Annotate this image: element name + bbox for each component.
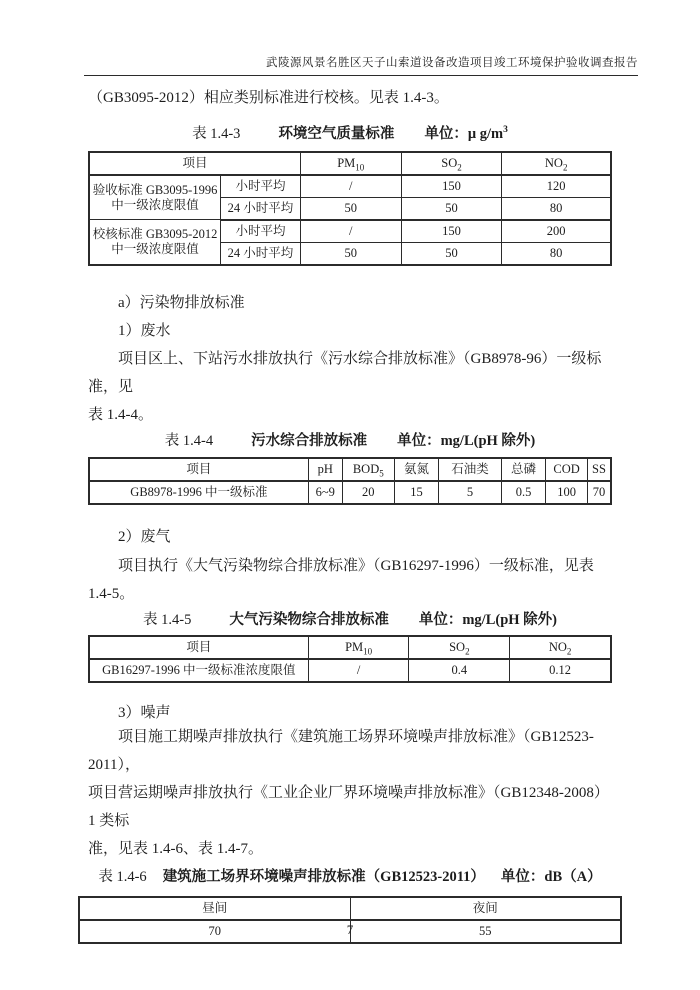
table-1-4-4-unit: 单位：mg/L(pH 除外) bbox=[397, 432, 536, 449]
table-1-4-3-title: 环境空气质量标准 bbox=[278, 125, 395, 142]
value-cell: / bbox=[300, 220, 401, 243]
header-nighttime: 夜间 bbox=[350, 897, 621, 920]
table-1-4-5-title: 大气污染物综合排放标准 bbox=[229, 611, 389, 628]
value-cell: 0.4 bbox=[409, 659, 510, 682]
intro-paragraph: （GB3095-2012）相应类别标准进行校核。见表 1.4-3。 bbox=[88, 90, 449, 106]
table-1-4-6-unit: 单位：dB（A） bbox=[500, 868, 602, 885]
group-label-check: 校核标准 GB3095-2012 中一级浓度限值 bbox=[89, 220, 221, 265]
section-1-heading: 1）废水 bbox=[118, 322, 171, 339]
value-cell: 6~9 bbox=[308, 481, 342, 504]
table-1-4-4-caption bbox=[88, 431, 612, 451]
header-bod5: $BOD_5$ bbox=[342, 458, 394, 481]
table-1-4-4-title: 污水综合排放标准 bbox=[251, 432, 368, 449]
exhaust-paragraph: 项目执行《大气污染物综合排放标准》（GB16297-1996）一级标准，见表 1.4-5。 bbox=[88, 557, 594, 602]
table-row bbox=[89, 659, 611, 682]
section-a-heading: a）污染物排放标准 bbox=[118, 294, 245, 311]
header-pm10: $PM_{10}$ bbox=[308, 636, 409, 659]
value-cell: 15 bbox=[394, 481, 438, 504]
value-cell: 150 bbox=[401, 175, 502, 198]
table-row bbox=[89, 220, 611, 243]
table-1-4-3-unit: 单位：μ $g/m^3$ bbox=[424, 125, 508, 142]
noise-paragraph: 项目施工期噪声排放执行《建筑施工场界环境噪声排放标准》（GB12523-2011）， 项目营运期噪声排放执行《工业企业厂界环境噪声排放标准》（GB12348-2008）1 类标 准，见表 1.4-6、表 1.4-7。 bbox=[88, 728, 609, 857]
table-air-pollutant-standard bbox=[88, 635, 612, 683]
row-label: GB8978-1996 中一级标准 bbox=[89, 481, 308, 504]
value-cell: 80 bbox=[502, 242, 611, 265]
value-cell: 20 bbox=[342, 481, 394, 504]
value-cell: / bbox=[308, 659, 409, 682]
section-3-heading: 3）噪声 bbox=[118, 704, 171, 721]
value-cell: 55 bbox=[350, 920, 621, 943]
value-cell: 0.12 bbox=[510, 659, 611, 682]
running-header-text: 武陵源风景名胜区天子山索道设备改造项目竣工环境保护验收调查报告 bbox=[266, 57, 638, 69]
page-number: 7 bbox=[346, 922, 354, 937]
value-cell: 70 bbox=[79, 920, 350, 943]
value-cell: 150 bbox=[401, 220, 502, 243]
header-cod: COD bbox=[546, 458, 588, 481]
table-row bbox=[79, 897, 621, 920]
page-content bbox=[88, 88, 612, 944]
section-2-heading: 2）废气 bbox=[118, 528, 171, 545]
group-label-acceptance: 验收标准 GB3095-1996 中一级浓度限值 bbox=[89, 175, 221, 220]
table-air-quality-standard bbox=[88, 151, 612, 266]
header-petroleum: 石油类 bbox=[439, 458, 502, 481]
value-cell: 100 bbox=[546, 481, 588, 504]
value-cell: 50 bbox=[300, 197, 401, 220]
table-row bbox=[89, 458, 611, 481]
header-item: 项目 bbox=[89, 636, 308, 659]
table-1-4-3-number: 表 1.4-3 bbox=[192, 125, 241, 142]
value-cell: 70 bbox=[587, 481, 611, 504]
header-no2: $NO_2$ bbox=[510, 636, 611, 659]
table-1-4-5-caption bbox=[88, 610, 612, 630]
value-cell: 0.5 bbox=[501, 481, 545, 504]
header-item: 项目 bbox=[89, 458, 308, 481]
row-label: GB16297-1996 中一级标准浓度限值 bbox=[89, 659, 308, 682]
period-cell: 小时平均 bbox=[221, 175, 301, 198]
table-1-4-6-title: 建筑施工场界环境噪声排放标准（GB12523-2011） bbox=[162, 868, 485, 885]
value-cell: 5 bbox=[439, 481, 502, 504]
header-item: 项目 bbox=[89, 152, 300, 175]
header-phosphorus: 总磷 bbox=[501, 458, 545, 481]
header-so2: $SO_2$ bbox=[409, 636, 510, 659]
table-row bbox=[89, 175, 611, 198]
table-row bbox=[89, 152, 611, 175]
value-cell: 120 bbox=[502, 175, 611, 198]
value-cell: / bbox=[300, 175, 401, 198]
value-cell: 200 bbox=[502, 220, 611, 243]
table-1-4-6-number: 表 1.4-6 bbox=[98, 868, 147, 885]
header-daytime: 昼间 bbox=[79, 897, 350, 920]
table-1-4-5-unit: 单位：mg/L(pH 除外) bbox=[418, 611, 557, 628]
period-cell: 24 小时平均 bbox=[221, 197, 301, 220]
header-pm10: $PM_{10}$ bbox=[300, 152, 401, 175]
value-cell: 50 bbox=[401, 242, 502, 265]
table-1-4-3-caption bbox=[88, 120, 612, 144]
value-cell: 50 bbox=[401, 197, 502, 220]
wastewater-paragraph: 项目区上、下站污水排放执行《污水综合排放标准》（GB8978-96）一级标准，见 表 1.4-4。 bbox=[88, 350, 602, 423]
header-ss: SS bbox=[587, 458, 611, 481]
value-cell: 80 bbox=[502, 197, 611, 220]
table-1-4-6-caption bbox=[88, 867, 612, 887]
table-wastewater-standard bbox=[88, 457, 612, 505]
table-1-4-5-number: 表 1.4-5 bbox=[143, 611, 192, 628]
header-no2: $NO_2$ bbox=[502, 152, 611, 175]
table-row bbox=[89, 636, 611, 659]
header-ammonia: 氨氮 bbox=[394, 458, 438, 481]
header-so2: $SO_2$ bbox=[401, 152, 502, 175]
value-cell: 50 bbox=[300, 242, 401, 265]
table-row bbox=[89, 481, 611, 504]
header-ph: pH bbox=[308, 458, 342, 481]
period-cell: 24 小时平均 bbox=[221, 242, 301, 265]
running-header bbox=[84, 54, 638, 76]
period-cell: 小时平均 bbox=[221, 220, 301, 243]
table-1-4-4-number: 表 1.4-4 bbox=[164, 432, 214, 449]
